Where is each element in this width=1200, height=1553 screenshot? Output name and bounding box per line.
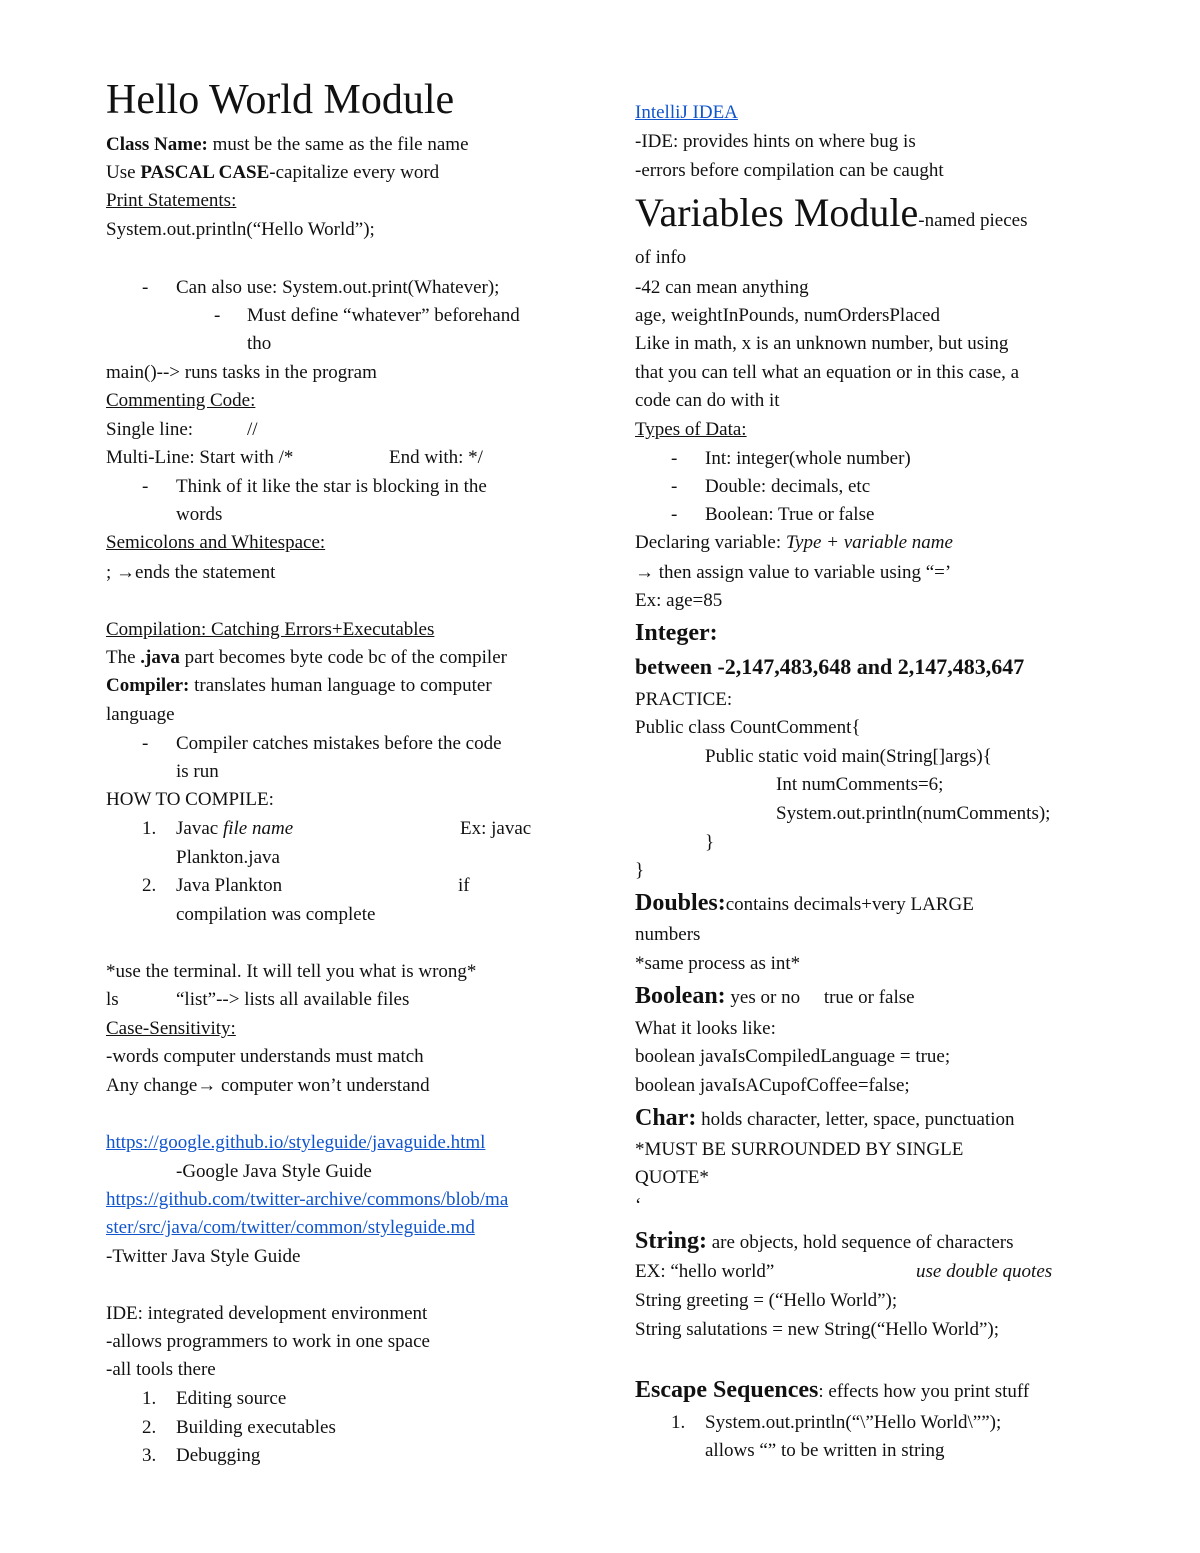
string-greeting: String greeting = (“Hello World”); <box>635 1290 898 1311</box>
escape-line: Escape Sequences: effects how you print stuff <box>635 1377 1030 1403</box>
code-line-5: } <box>705 832 715 853</box>
v-examples-line: age, weightInPounds, numOrdersPlaced <box>635 305 940 326</box>
v42-line: -42 can mean anything <box>635 277 809 298</box>
doubles-line: Doubles:contains decimals+very LARGE <box>635 890 974 916</box>
java-bytecode-line: The .java part becomes byte code bc of the compiler <box>106 647 507 668</box>
ide-line-2: -allows programmers to work in one space <box>106 1331 430 1352</box>
println-line: System.out.println(“Hello World”); <box>106 219 375 240</box>
print-statements-heading: Print Statements: <box>106 190 237 211</box>
single-line-comment: Single line: // <box>106 419 258 440</box>
code-line-2: Public static void main(String[]args){ <box>705 746 992 767</box>
boolean-line: Boolean: yes or no true or false <box>635 983 915 1009</box>
compile-step-1-cont: Plankton.java <box>176 847 280 868</box>
variables-title-line: Variables Module-named pieces <box>635 190 1028 235</box>
semicolon-line: ; →ends the statement <box>106 562 276 583</box>
declaring-line: Declaring variable: Type + variable name <box>635 532 953 553</box>
bullet-must-define-cont: tho <box>247 333 272 354</box>
code-line-1: Public class CountComment{ <box>635 717 861 738</box>
class-name-line: Class Name: must be the same as the file name <box>106 134 469 155</box>
ide-errors-line: -errors before compilation can be caught <box>635 160 944 181</box>
math-line-3: code can do with it <box>635 390 780 411</box>
char-must-1: *MUST BE SURROUNDED BY SINGLE <box>635 1139 964 1160</box>
compiler-line: Compiler: translates human language to computer <box>106 675 492 696</box>
compile-step-2-cont: compilation was complete <box>176 904 376 925</box>
google-style-guide-link[interactable]: https://google.github.io/styleguide/javaguide.html <box>106 1132 486 1153</box>
doubles-same: *same process as int* <box>635 953 801 974</box>
case-line-2: Any change→ computer won’t understand <box>106 1075 430 1096</box>
twitter-style-guide-link-cont[interactable]: ster/src/java/com/twitter/common/styleguide.md <box>106 1217 475 1238</box>
integer-heading: Integer: <box>635 620 718 646</box>
code-line-6: } <box>635 860 645 881</box>
types-of-data-heading: Types of Data: <box>635 419 747 440</box>
ls-line: ls “list”--> lists all available files <box>106 989 410 1010</box>
char-quote: ‘ <box>635 1195 642 1216</box>
hello-world-title: Hello World Module <box>106 77 455 123</box>
pascal-case-line: Use PASCAL CASE-capitalize every word <box>106 162 440 183</box>
ex-age-line: Ex: age=85 <box>635 590 723 611</box>
ide-line-1: IDE: integrated development environment <box>106 1303 428 1324</box>
string-ex-line: EX: “hello world” use double quotes <box>635 1261 1053 1282</box>
google-style-guide-label: -Google Java Style Guide <box>176 1161 372 1182</box>
intellij-link[interactable]: IntelliJ IDEA <box>635 102 738 123</box>
string-salutations: String salutations = new String(“Hello World”); <box>635 1319 999 1340</box>
ide-hint-line: -IDE: provides hints on where bug is <box>635 131 916 152</box>
variables-title-cont: of info <box>635 247 687 268</box>
code-line-3: Int numComments=6; <box>776 774 944 795</box>
commenting-code-heading: Commenting Code: <box>106 390 256 411</box>
string-line: String: are objects, hold sequence of characters <box>635 1228 1014 1254</box>
math-line-2: that you can tell what an equation or in this case, a <box>635 362 1020 383</box>
escape-item-1-cont: allows “” to be written in string <box>705 1440 945 1461</box>
looks-like-line: What it looks like: <box>635 1018 776 1039</box>
assign-line: → then assign value to variable using “=’ <box>635 562 952 583</box>
twitter-style-guide-label: -Twitter Java Style Guide <box>106 1246 301 1267</box>
bool-example-2: boolean javaIsACupofCoffee=false; <box>635 1075 910 1096</box>
code-line-4: System.out.println(numComments); <box>776 803 1051 824</box>
terminal-line: *use the terminal. It will tell you what is wrong* <box>106 961 477 982</box>
compiler-line-cont: language <box>106 704 175 725</box>
doubles-cont: numbers <box>635 924 701 945</box>
multi-line-comment: Multi-Line: Start with /* End with: */ <box>106 447 483 468</box>
bool-example-1: boolean javaIsCompiledLanguage = true; <box>635 1046 951 1067</box>
case-sensitivity-heading: Case-Sensitivity: <box>106 1018 236 1039</box>
case-line-1: -words computer understands must match <box>106 1046 424 1067</box>
semicolons-heading: Semicolons and Whitespace: <box>106 532 326 553</box>
math-line-1: Like in math, x is an unknown number, but using <box>635 333 1009 354</box>
char-line: Char: holds character, letter, space, punctuation <box>635 1105 1015 1131</box>
ide-line-3: -all tools there <box>106 1359 216 1380</box>
main-line: main()--> runs tasks in the program <box>106 362 377 383</box>
compilation-heading: Compilation: Catching Errors+Executables <box>106 619 435 640</box>
bullet-star-cont: words <box>176 504 223 525</box>
char-must-2: QUOTE* <box>635 1167 709 1188</box>
bullet-catches-cont: is run <box>176 761 219 782</box>
practice-label: PRACTICE: <box>635 689 733 710</box>
integer-range: between -2,147,483,648 and 2,147,483,647 <box>635 654 1025 679</box>
twitter-style-guide-link[interactable]: https://github.com/twitter-archive/commons/blob/ma <box>106 1189 509 1210</box>
how-to-compile: HOW TO COMPILE: <box>106 789 274 810</box>
